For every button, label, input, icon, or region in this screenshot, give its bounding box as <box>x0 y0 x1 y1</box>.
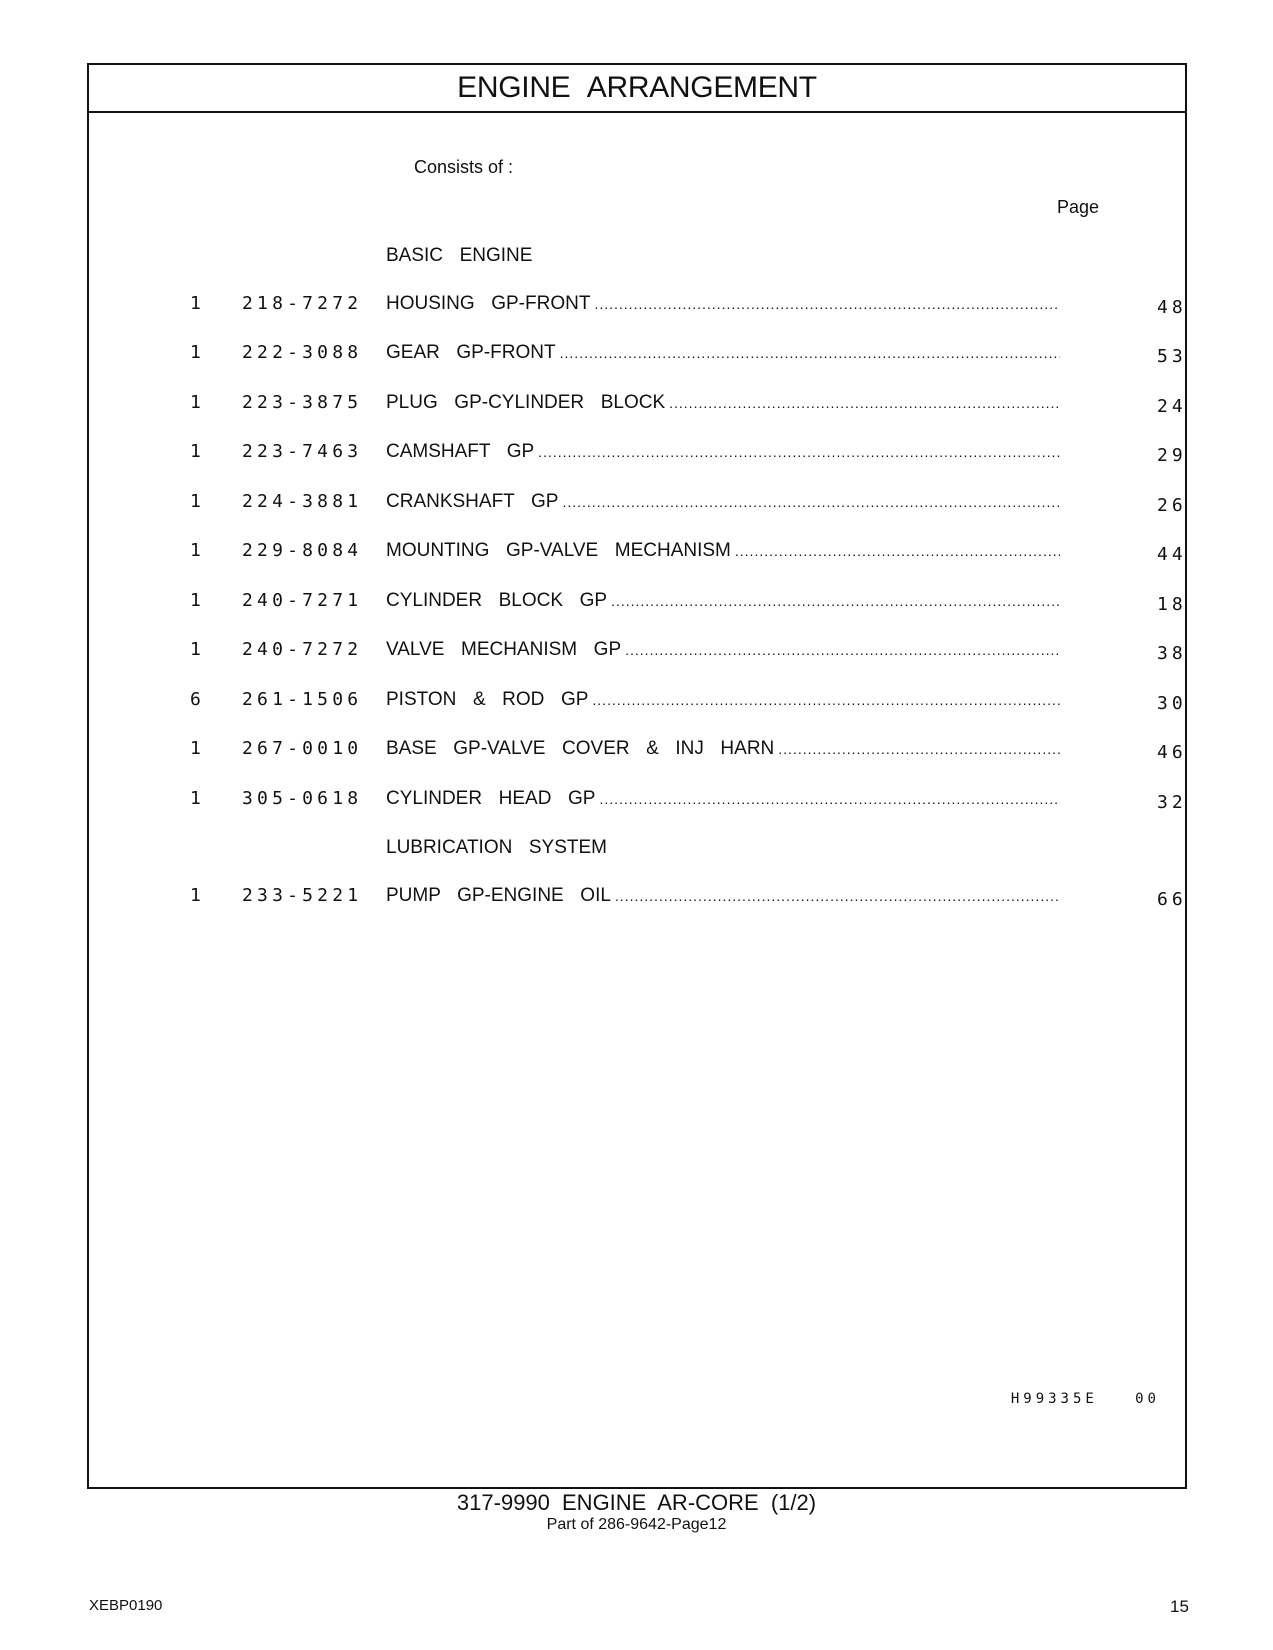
row-quantity: 1 <box>190 540 201 561</box>
parts-row <box>89 738 1185 768</box>
parts-row <box>89 392 1185 422</box>
row-quantity: 1 <box>190 590 201 611</box>
row-description-with-leader <box>386 639 1060 661</box>
row-description-with-leader <box>386 788 1060 810</box>
row-description-with-leader <box>386 441 1060 463</box>
dot-leader <box>665 395 1060 411</box>
dot-leader <box>556 345 1060 361</box>
row-description: VALVE MECHANISM GP <box>386 639 622 660</box>
row-part-number: 218-7272 <box>242 293 363 314</box>
row-page-number: 46 <box>1157 742 1187 763</box>
row-part-number: 222-3088 <box>242 342 363 363</box>
parts-row <box>89 342 1185 372</box>
row-quantity: 1 <box>190 293 201 314</box>
row-quantity: 1 <box>190 639 201 660</box>
parts-row <box>89 885 1185 915</box>
row-page-number: 32 <box>1157 792 1187 813</box>
dot-leader <box>621 642 1060 658</box>
row-description: PLUG GP-CYLINDER BLOCK <box>386 392 666 413</box>
dot-leader <box>595 791 1060 807</box>
row-page-number: 18 <box>1157 594 1187 615</box>
page-number: 15 <box>1170 1597 1189 1616</box>
row-page-number: 38 <box>1157 643 1187 664</box>
row-page-number: 53 <box>1157 346 1187 367</box>
row-description: CRANKSHAFT GP <box>386 491 559 512</box>
row-page-number: 44 <box>1157 544 1187 565</box>
row-page-number: 26 <box>1157 495 1187 516</box>
illustration-code: H99335E 00 <box>1010 1391 1160 1407</box>
row-quantity: 1 <box>190 738 201 759</box>
parts-row <box>89 590 1185 620</box>
document-id: XEBP0190 <box>89 1597 163 1614</box>
row-quantity: 6 <box>190 689 201 710</box>
row-part-number: 223-3875 <box>242 392 363 413</box>
row-part-number: 240-7271 <box>242 590 363 611</box>
row-page-number: 29 <box>1157 445 1187 466</box>
row-part-number: 267-0010 <box>242 738 363 759</box>
footer-subtitle: Part of 286-9642-Page12 <box>546 1516 727 1533</box>
document-frame <box>87 63 1187 1489</box>
parts-row <box>89 441 1185 471</box>
row-description-with-leader <box>386 342 1060 364</box>
row-description: CYLINDER BLOCK GP <box>386 590 608 611</box>
row-description: PUMP GP-ENGINE OIL <box>386 885 611 906</box>
parts-row <box>89 788 1185 818</box>
row-page-number: 24 <box>1157 396 1187 417</box>
dot-leader <box>558 494 1060 510</box>
footer-title: 317-9990 ENGINE AR-CORE (1/2) <box>456 1490 817 1515</box>
dot-leader <box>611 888 1060 904</box>
row-quantity: 1 <box>190 392 201 413</box>
section-heading-lubrication-system: LUBRICATION SYSTEM <box>386 837 608 858</box>
row-part-number: 240-7272 <box>242 639 363 660</box>
row-part-number: 224-3881 <box>242 491 363 512</box>
row-description-with-leader <box>386 885 1060 907</box>
row-description-with-leader <box>386 293 1060 315</box>
row-description: PISTON & ROD GP <box>386 689 589 710</box>
row-part-number: 233-5221 <box>242 885 363 906</box>
row-quantity: 1 <box>190 441 201 462</box>
row-description-with-leader <box>386 540 1060 562</box>
row-description-with-leader <box>386 392 1060 414</box>
page-column-header: Page <box>1057 197 1100 217</box>
row-part-number: 261-1506 <box>242 689 363 710</box>
row-quantity: 1 <box>190 885 201 906</box>
row-description-with-leader <box>386 738 1060 760</box>
dot-leader <box>731 543 1060 559</box>
row-description-with-leader <box>386 590 1060 612</box>
row-description-with-leader <box>386 689 1060 711</box>
dot-leader <box>588 692 1060 708</box>
row-description: GEAR GP-FRONT <box>386 342 556 363</box>
dot-leader <box>534 444 1060 460</box>
row-description: HOUSING GP-FRONT <box>386 293 591 314</box>
row-part-number: 305-0618 <box>242 788 363 809</box>
row-description: MOUNTING GP-VALVE MECHANISM <box>386 540 731 561</box>
dot-leader <box>590 296 1060 312</box>
row-page-number: 66 <box>1157 889 1187 910</box>
row-description: CYLINDER HEAD GP <box>386 788 596 809</box>
row-quantity: 1 <box>190 491 201 512</box>
row-part-number: 229-8084 <box>242 540 363 561</box>
parts-row <box>89 540 1185 570</box>
row-description-with-leader <box>386 491 1060 513</box>
row-quantity: 1 <box>190 788 201 809</box>
row-page-number: 30 <box>1157 693 1187 714</box>
consists-of-label: Consists of : <box>414 157 514 177</box>
parts-row <box>89 639 1185 669</box>
dot-leader <box>774 741 1060 757</box>
row-description: BASE GP-VALVE COVER & INJ HARN <box>386 738 775 759</box>
page-title: ENGINE ARRANGEMENT <box>457 71 817 104</box>
row-page-number: 48 <box>1157 297 1187 318</box>
parts-row <box>89 491 1185 521</box>
parts-row <box>89 293 1185 323</box>
section-heading-basic-engine: BASIC ENGINE <box>386 245 533 266</box>
row-description: CAMSHAFT GP <box>386 441 535 462</box>
parts-row <box>89 689 1185 719</box>
title-bar <box>89 65 1185 113</box>
row-part-number: 223-7463 <box>242 441 363 462</box>
row-quantity: 1 <box>190 342 201 363</box>
dot-leader <box>607 593 1060 609</box>
